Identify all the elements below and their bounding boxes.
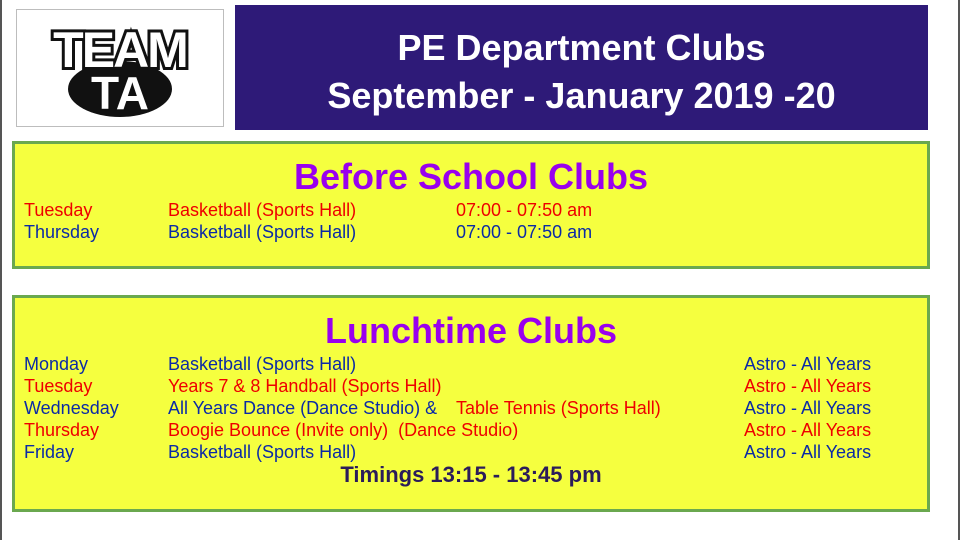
row-location: Astro - All Years (744, 376, 872, 396)
row-activity: Basketball (Sports Hall) (168, 200, 357, 220)
team-ta-logo-graphic (17, 10, 223, 126)
row-activity-extra: Table Tennis (Sports Hall) (456, 398, 661, 418)
row-activity: Basketball (Sports Hall) (168, 222, 357, 242)
right-edge-line (958, 0, 960, 540)
row-location: Astro - All Years (744, 354, 872, 374)
row-time: 07:00 - 07:50 am (456, 222, 593, 242)
lunchtime-row-monday (15, 354, 927, 376)
row-day: Tuesday (24, 376, 93, 396)
lunchtime-row-wednesday (15, 398, 927, 420)
row-time: 07:00 - 07:50 am (456, 200, 593, 220)
row-location: Astro - All Years (744, 420, 872, 440)
header-title: PE Department Clubs (397, 27, 766, 68)
before-school-row-thursday (15, 222, 927, 244)
logo-text-ta: TA (91, 67, 149, 119)
header-banner (235, 5, 928, 130)
row-day: Wednesday (24, 398, 119, 418)
row-day: Monday (24, 354, 89, 374)
lunchtime-timings: Timings 13:15 - 13:45 pm (340, 462, 602, 487)
row-day: Thursday (24, 420, 100, 440)
lunchtime-panel (12, 295, 930, 512)
row-day: Tuesday (24, 200, 93, 220)
row-activity: Years 7 & 8 Handball (Sports Hall) (168, 376, 442, 396)
team-ta-logo (16, 9, 224, 127)
row-location: Astro - All Years (744, 398, 872, 418)
logo-text-team: TEAM (53, 22, 187, 78)
row-day: Friday (24, 442, 75, 462)
row-activity: Boogie Bounce (Invite only) (Dance Studio) (168, 420, 519, 440)
left-edge-line (0, 0, 2, 540)
before-school-row-tuesday (15, 200, 927, 222)
lunchtime-row-thursday (15, 420, 927, 442)
before-school-title: Before School Clubs (293, 156, 649, 197)
row-activity: Basketball (Sports Hall) (168, 354, 357, 374)
lunchtime-row-tuesday (15, 376, 927, 398)
row-day: Thursday (24, 222, 100, 242)
before-school-panel (12, 141, 930, 269)
header-subtitle: September - January 2019 -20 (327, 75, 836, 116)
row-activity: All Years Dance (Dance Studio) & (168, 398, 438, 418)
row-location: Astro - All Years (744, 442, 872, 462)
row-activity: Basketball (Sports Hall) (168, 442, 357, 462)
lunchtime-row-friday (15, 442, 927, 464)
lunchtime-title: Lunchtime Clubs (324, 310, 617, 351)
